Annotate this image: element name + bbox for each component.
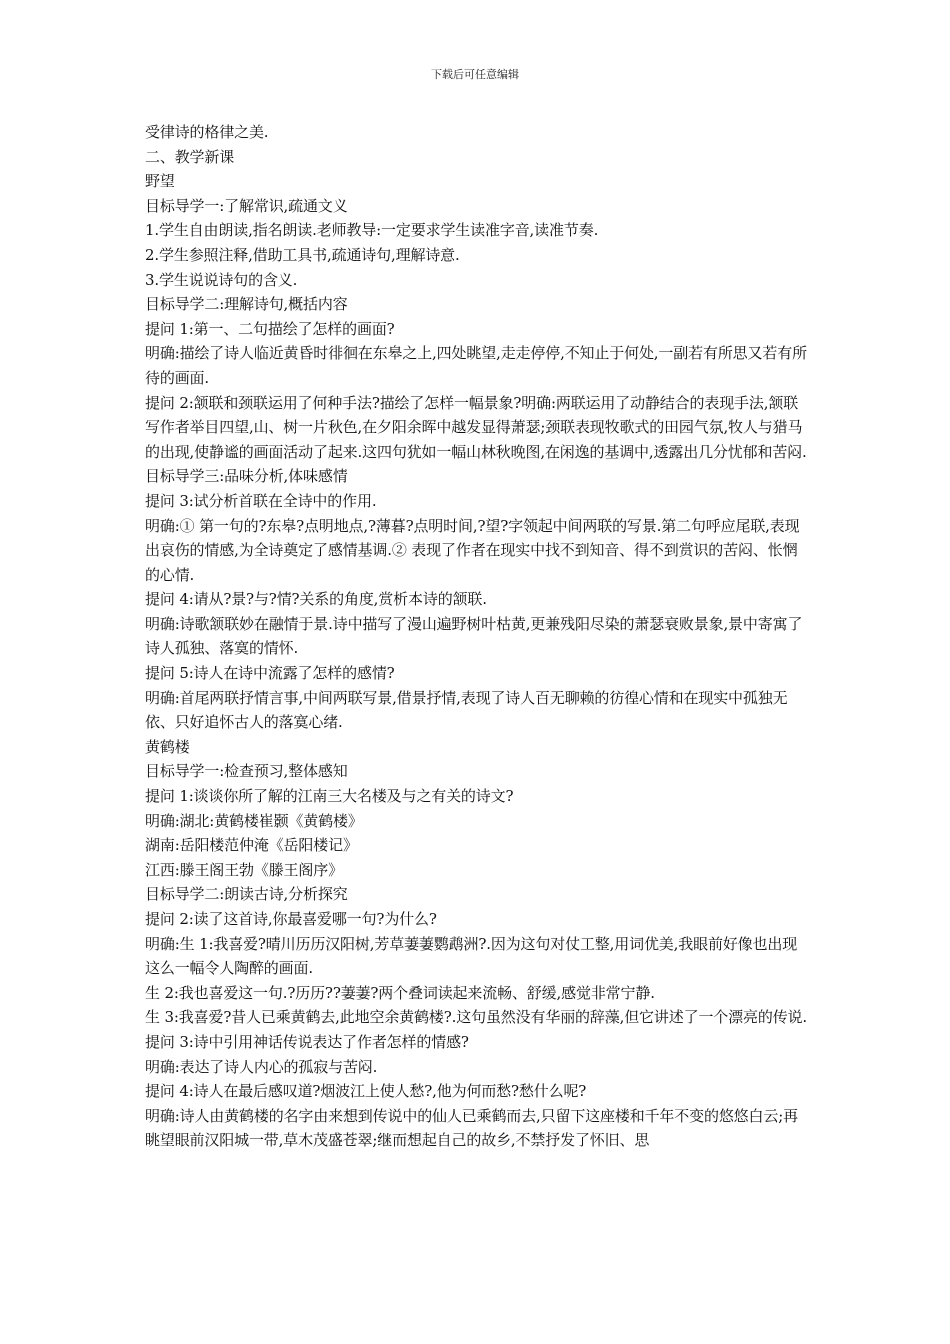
- paragraph: 生 2:我也喜爱这一句.?历历??萋萋?两个叠词读起来流畅、舒缓,感觉非常宁静.: [145, 983, 655, 1002]
- page-header: 下载后可任意编辑: [431, 68, 519, 81]
- paragraph: 明确:诗人由黄鹤楼的名字由来想到传说中的仙人已乘鹤而去,只留下这座楼和千年不变的悠悠白云;再眺望眼前汉阳城一带,草木茂盛苍翠;继而想起自己的故乡,不禁抒发了怀旧、思: [145, 1106, 798, 1150]
- paragraph: 提问 5:诗人在诗中流露了怎样的感情?: [145, 664, 395, 683]
- paragraph: 明确:诗歌颔联妙在融情于景.诗中描写了漫山遍野树叶枯黄,更兼残阳尽染的萧瑟衰败景象,景中寄寓了诗人孤独、落寞的情怀.: [145, 614, 803, 658]
- paragraph: 目标导学一:检查预习,整体感知: [145, 762, 348, 781]
- paragraph: 野望: [145, 172, 175, 191]
- paragraph: 提问 3:试分析首联在全诗中的作用.: [145, 491, 377, 510]
- paragraph: 明确:湖北:黄鹤楼崔颢《黄鹤楼》: [145, 811, 363, 830]
- paragraph: 二、教学新课: [145, 147, 235, 166]
- paragraph: 明确:首尾两联抒情言事,中间两联写景,借景抒情,表现了诗人百无聊赖的彷徨心情和在现实中孤独无依、只好追怀古人的落寞心绪.: [145, 688, 788, 732]
- paragraph: 提问 2:读了这首诗,你最喜爱哪一句?为什么?: [145, 910, 437, 928]
- paragraph: 黄鹤楼: [145, 737, 190, 756]
- paragraph: 目标导学一:了解常识,疏通文义: [145, 196, 348, 215]
- paragraph: 湖南:岳阳楼范仲淹《岳阳楼记》: [145, 836, 358, 855]
- paragraph: 2.学生参照注释,借助工具书,疏通诗句,理解诗意.: [145, 245, 460, 264]
- paragraph: 明确:表达了诗人内心的孤寂与苦闷.: [145, 1057, 378, 1076]
- paragraph: 江西:滕王阁王勃《滕王阁序》: [145, 860, 343, 879]
- paragraph: 1.学生自由朗读,指名朗读.老师教导:一定要求学生读准字音,读准节奏.: [145, 221, 599, 240]
- paragraph: 明确:① 第一句的?东皋?点明地点,?薄暮?点明时间,?望?字领起中间两联的写景.第二句呼应尾联,表现出哀伤的情感,为全诗奠定了感情基调.② 表现了作者在现实中找不到知音、得不到赏识的苦闷、怅惘的心情.: [145, 516, 800, 584]
- paragraph: 提问 2:颔联和颈联运用了何种手法?描绘了怎样一幅景象?明确:两联运用了动静结合的表现手法,颔联写作者举目四望,山、树一片秋色,在夕阳余晖中越发显得萧瑟;颈联表现牧歌式的田园气氛,牧人与猎马的出现,使静谧的画面活动了起来.这四句犹如一幅山林秋晚图,在闲逸的基调中,透露出几分忧郁和苦闷.: [145, 393, 807, 461]
- paragraph: 提问 4:诗人在最后感叹道?烟波江上使人愁?,他为何而愁?愁什么呢?: [145, 1082, 587, 1101]
- paragraph: 提问 1:谈谈你所了解的江南三大名楼及与之有关的诗文?: [145, 787, 514, 806]
- paragraph: 3.学生说说诗句的含义.: [145, 270, 298, 289]
- paragraph: 目标导学二:朗读古诗,分析探究: [145, 885, 348, 904]
- paragraph: 生 3:我喜爱?昔人已乘黄鹤去,此地空余黄鹤楼?.这句虽然没有华丽的辞藻,但它讲述了一个漂亮的传说.: [145, 1008, 808, 1027]
- paragraph: 提问 1:第一、二句描绘了怎样的画面?: [145, 319, 395, 338]
- paragraph: 受律诗的格律之美.: [145, 123, 269, 141]
- paragraph: 目标导学二:理解诗句,概括内容: [145, 295, 348, 314]
- paragraph: 明确:描绘了诗人临近黄昏时徘徊在东皋之上,四处眺望,走走停停,不知止于何处,一副若有所思又若有所待的画面.: [145, 344, 807, 387]
- paragraph: 明确:生 1:我喜爱?晴川历历汉阳树,芳草萋萋鹦鹉洲?.因为这句对仗工整,用词优美,我眼前好像也出现这么一幅令人陶醉的画面.: [145, 934, 798, 978]
- paragraph: 目标导学三:品味分析,体味感情: [145, 467, 348, 486]
- paragraph: 提问 3:诗中引用神话传说表达了作者怎样的情感?: [145, 1032, 469, 1051]
- paragraph: 提问 4:请从?景?与?情?关系的角度,赏析本诗的颔联.: [145, 590, 487, 609]
- document-body: [145, 120, 810, 1153]
